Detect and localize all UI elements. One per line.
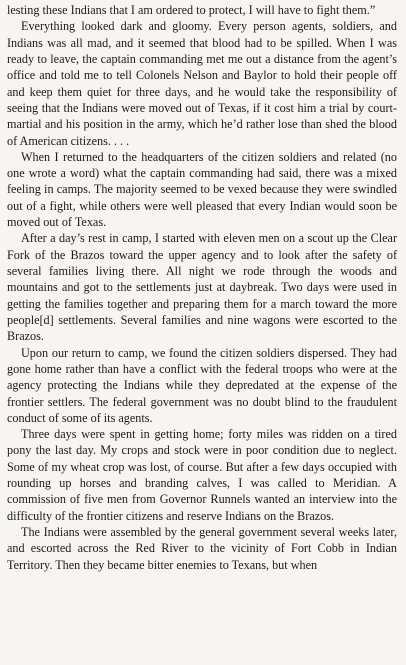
paragraph-6: Three days were spent in getting home; forty miles was ridden on a tired pony the last day. My crops and stock were in poor condition due to neglect. Some of my wheat crop was lost, of course. But after a few days occupied with rounding up horses and branding calves, I was called to Meridian. A commission of five men from Governor Runnels wanted an interview into the difficulty of the frontier citizens and reserve Indians on the Brazos. xyxy=(7,427,397,523)
paragraph-7: The Indians were assembled by the general government several weeks later, and escorted across the Red River to the vicinity of Fort Cobb in Indian Territory. Then they became bitter enemies to Texans, but when xyxy=(7,525,397,572)
paragraph-4: After a day’s rest in camp, I started with eleven men on a scout up the Clear Fork of the Brazos toward the upper agency and to look after the safety of several families living there. All night we rode through the woods and mountains and got to the settlements just at daybreak. Two days were used in getting the families together and preparing them for a march toward the more people[d] settlements. Several families and nine wagons were escorted to the Brazos. xyxy=(7,231,397,344)
paragraph-1: lesting these Indians that I am ordered to protect, I will have to fight them.” xyxy=(7,3,376,17)
paragraph-3: When I returned to the headquarters of the citizen soldiers and related (no one wrote a word) what the captain commanding had said, there was a mixed feeling in camps. The majority seemed to be vexed because they were swindled out of a fight, while others were well pleased that every Indian would soon be moved out of Texas. xyxy=(7,149,397,230)
paragraph-5: Upon our return to camp, we found the citizen soldiers dispersed. They had gone home rather than have a conflict with the federal troops who were at the agency protecting the Indians while they depredated at the expense of the frontier settlers. The federal government was no doubt blind to the fraudulent conduct of some of its agents. xyxy=(7,345,397,425)
paragraph-2: Everything looked dark and gloomy. Every person agents, soldiers, and Indians was all mad, and it seemed that blood had to be spilled. When I was ready to leave, the captain commanding met me out a distance from the agent’s office and told me to tell Colonels Nelson and Baylor to hold their people off and keep them quiet for three days, and he would take the responsibility of seeing that the Indians were moved out of Texas, if it cost him a trial by court-martial and his position in the army, which he’d rather lose than shed the blood of American citizens. . . . xyxy=(7,19,397,148)
